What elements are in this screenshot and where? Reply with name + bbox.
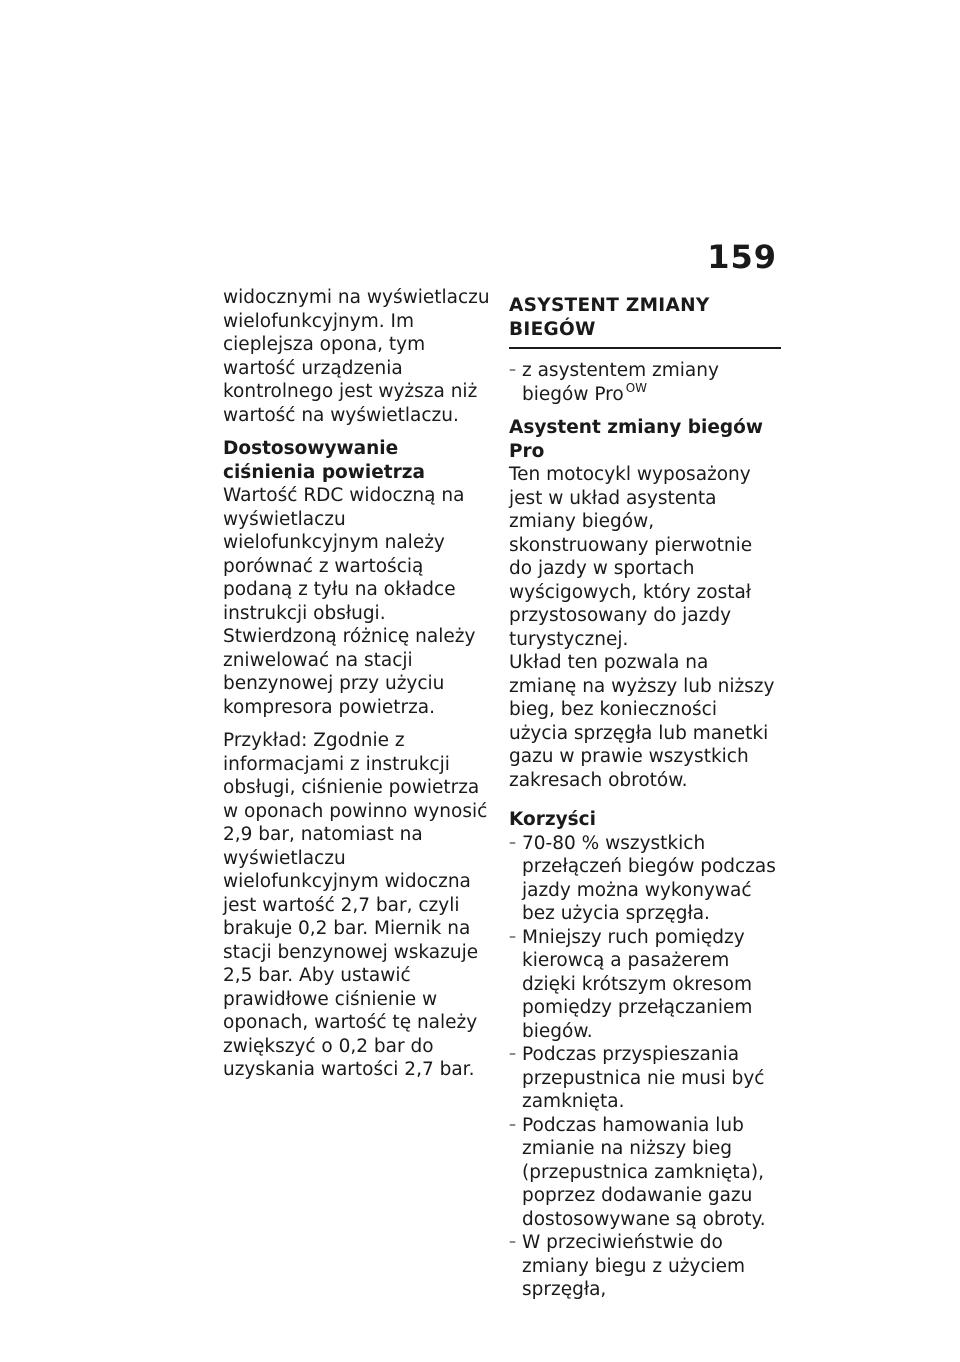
subheading: Dostosowywanie ciśnienia powietrza <box>223 438 425 483</box>
subheading: Asystent zmiany biegów Pro <box>509 417 763 462</box>
list-item: – W przeciwieństwie do zmiany biegu z użyciem sprzęgła, <box>509 1231 781 1302</box>
list-item: – Podczas hamowania lub zmianie na niższy bieg (przepustnica zamknięta), poprzez dodawanie gazu dostosowywane są obroty. <box>509 1114 781 1232</box>
subheading: Korzyści <box>509 809 596 830</box>
left-column <box>223 286 491 1092</box>
paragraph: Układ ten pozwala na zmianę na wyższy lub niższy bieg, bez konieczności użycia sprzęgła lub manetki gazu w prawie wszystkich zakresach obrotów. <box>509 652 775 791</box>
variant-text: z asystentem zmiany biegów Pro <box>522 360 719 405</box>
list-item <box>509 359 781 406</box>
variant-superscript: OW <box>625 381 647 396</box>
paragraph: Wartość RDC widoczną na wyświetlaczu wielofunkcyjnym należy porównać z wartością podaną z tyłu na okładce instrukcji obsługi. Stwierdzoną różnicę należy zniwelować na stacji benzynowej przy użyciu kompresora powietrza. <box>223 485 476 718</box>
list-item: – 70-80 % wszystkich przełączeń biegów podczas jazdy można wykonywać bez użycia sprzęgła. <box>509 832 781 926</box>
benefits-list <box>509 832 781 1302</box>
page-number: 159 <box>707 238 777 276</box>
paragraph: Przykład: Zgodnie z informacjami z instrukcji obsługi, ciśnienie powietrza w oponach powinno wynosić 2,9 bar, natomiast na wyświetlaczu wielofunkcyjnym widoczna jest wartość 2,7 bar, czyli brakuje 0,2 bar. Miernik na stacji benzynowej wskazuje 2,5 bar. Aby ustawić prawidłowe ciśnienie w oponach, wartość tę należy zwiększyć o 0,2 bar do uzyskania wartości 2,7 bar. <box>223 730 488 1080</box>
paragraph: Ten motocykl wyposażony jest w układ asystenta zmiany biegów, skonstruowany pierwotnie do jazdy w sportach wyścigowych, który został przystosowany do jazdy turystycznej. <box>509 464 753 650</box>
list-item: – Mniejszy ruch pomiędzy kierowcą a pasażerem dzięki krótszym okresom pomiędzy przełączaniem biegów. <box>509 926 781 1044</box>
section-title: ASYSTENT ZMIANY BIEGÓW <box>509 294 781 349</box>
list-item: – Podczas przyspieszania przepustnica nie musi być zamknięta. <box>509 1043 781 1114</box>
paragraph: widocznymi na wyświetlaczu wielofunkcyjnym. Im cieplejsza opona, tym wartość urządzenia kontrolnego jest wyższa niż wartość na wyświetlaczu. <box>223 287 490 426</box>
variant-list <box>509 359 781 406</box>
right-column <box>509 286 781 1312</box>
